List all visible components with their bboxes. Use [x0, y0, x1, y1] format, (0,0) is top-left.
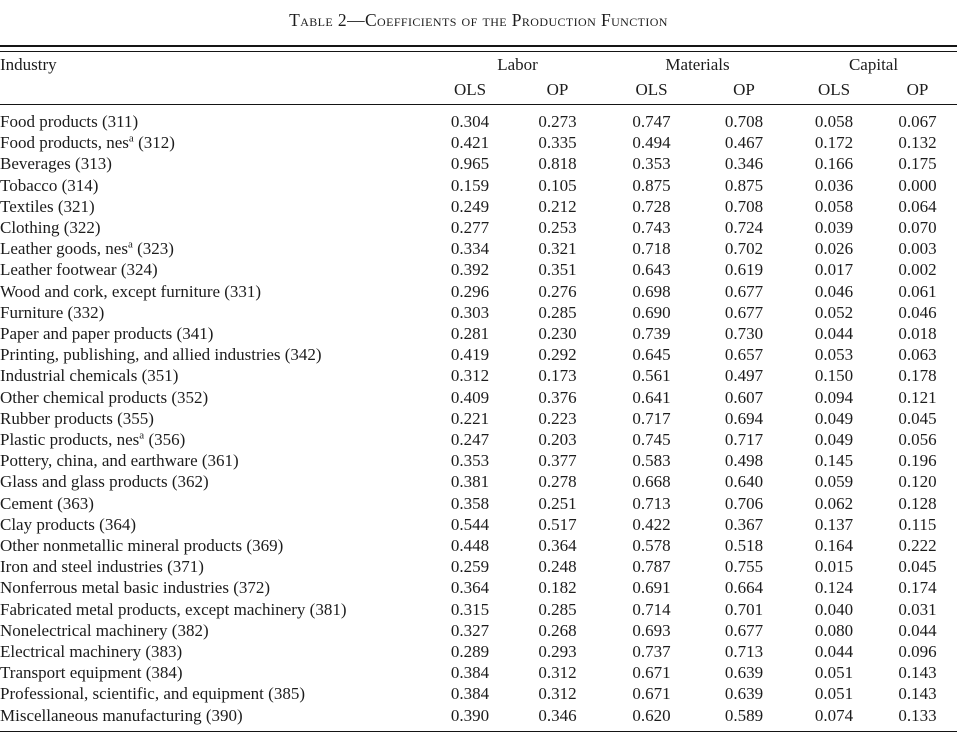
value-cell: 0.285 [538, 599, 577, 619]
value-cell: 0.277 [450, 218, 490, 238]
industry-cell: Cement (363) [0, 493, 94, 513]
value-cell: 0.173 [538, 366, 577, 386]
value-cell: 0.694 [724, 408, 764, 428]
table-row [0, 259, 957, 280]
value-cell: 0.693 [632, 620, 671, 640]
value-cell: 0.708 [724, 196, 764, 216]
table-row [0, 535, 957, 556]
value-cell: 0.701 [724, 599, 764, 619]
industry-cell: Nonferrous metal basic industries (372) [0, 578, 271, 598]
industry-cell: Nonelectrical machinery (382) [0, 620, 209, 640]
value-cell: 0.448 [450, 536, 490, 556]
value-cell: 0.039 [814, 218, 854, 238]
value-cell: 0.133 [898, 705, 937, 725]
value-cell: 0.248 [538, 557, 577, 577]
value-cell: 0.384 [450, 684, 490, 704]
industry-cell: Leather footwear (324) [0, 260, 158, 280]
value-cell: 0.253 [538, 218, 577, 238]
value-cell: 0.002 [898, 260, 937, 280]
value-cell: 0.182 [538, 578, 577, 598]
value-cell: 0.312 [450, 366, 490, 386]
value-cell: 0.285 [538, 302, 577, 322]
group-header-row [0, 52, 957, 78]
value-cell: 0.067 [898, 112, 937, 131]
value-cell: 0.497 [724, 366, 764, 386]
value-cell: 0.965 [450, 154, 490, 174]
value-cell: 0.498 [724, 451, 764, 471]
sub-header-row [0, 78, 957, 105]
value-cell: 0.143 [898, 684, 937, 704]
value-cell: 0.706 [724, 493, 764, 513]
value-cell: 0.026 [814, 239, 854, 259]
table-row [0, 344, 957, 365]
value-cell: 0.061 [898, 281, 937, 301]
table-row [0, 556, 957, 577]
value-cell: 0.376 [538, 387, 577, 407]
value-cell: 0.708 [724, 112, 764, 131]
value-cell: 0.292 [538, 345, 577, 365]
table-row [0, 196, 957, 217]
value-cell: 0.132 [898, 133, 937, 153]
value-cell: 0.747 [632, 112, 671, 131]
empty-header-cell [0, 78, 430, 105]
value-cell: 0.755 [724, 557, 764, 577]
table-row [0, 323, 957, 344]
value-cell: 0.335 [538, 133, 577, 153]
value-cell: 0.494 [632, 133, 671, 153]
value-cell: 0.321 [538, 239, 577, 259]
labor-op-header: OP [510, 78, 605, 105]
value-cell: 0.128 [898, 493, 937, 513]
value-cell: 0.544 [450, 514, 490, 534]
labor-ols-header: OLS [430, 78, 510, 105]
value-cell: 0.044 [814, 642, 854, 662]
value-cell: 0.080 [814, 620, 854, 640]
table-row [0, 662, 957, 683]
industry-cell: Clay products (364) [0, 514, 136, 534]
value-cell: 0.278 [538, 472, 577, 492]
value-cell: 0.364 [538, 536, 577, 556]
value-cell: 0.875 [632, 175, 671, 195]
value-cell: 0.058 [814, 112, 854, 131]
value-cell: 0.668 [632, 472, 671, 492]
value-cell: 0.327 [450, 620, 490, 640]
industry-cell: Industrial chemicals (351) [0, 366, 179, 386]
value-cell: 0.677 [724, 302, 764, 322]
value-cell: 0.289 [450, 642, 490, 662]
value-cell: 0.739 [632, 324, 671, 344]
value-cell: 0.743 [632, 218, 671, 238]
value-cell: 0.381 [450, 472, 490, 492]
value-cell: 0.230 [538, 324, 577, 344]
value-cell: 0.641 [632, 387, 671, 407]
value-cell: 0.691 [632, 578, 671, 598]
value-cell: 0.583 [632, 451, 671, 471]
industry-cell: Furniture (332) [0, 302, 105, 322]
value-cell: 0.212 [538, 196, 577, 216]
footnote-marker: a [127, 238, 133, 251]
table-row [0, 175, 957, 196]
value-cell: 0.259 [450, 557, 490, 577]
table-header [0, 52, 957, 105]
value-cell: 0.031 [898, 599, 937, 619]
value-cell: 0.049 [814, 430, 854, 450]
value-cell: 0.049 [814, 408, 854, 428]
value-cell: 0.303 [450, 302, 490, 322]
value-cell: 0.607 [724, 387, 764, 407]
industry-cell: Fabricated metal products, except machinery (381) [0, 599, 347, 619]
value-cell: 0.053 [814, 345, 854, 365]
value-cell: 0.094 [814, 387, 854, 407]
value-cell: 0.046 [898, 302, 937, 322]
value-cell: 0.717 [724, 430, 764, 450]
value-cell: 0.353 [450, 451, 490, 471]
value-cell: 0.145 [814, 451, 854, 471]
value-cell: 0.409 [450, 387, 490, 407]
materials-group-header: Materials [665, 55, 730, 74]
value-cell: 0.036 [814, 175, 854, 195]
value-cell: 0.561 [632, 366, 671, 386]
value-cell: 0.346 [724, 154, 764, 174]
value-cell: 0.293 [538, 642, 577, 662]
value-cell: 0.150 [814, 366, 854, 386]
footnote-marker: a [128, 132, 134, 145]
table-row [0, 577, 957, 598]
value-cell: 0.384 [450, 663, 490, 683]
value-cell: 0.346 [538, 705, 577, 725]
labor-group-header: Labor [497, 55, 538, 74]
value-cell: 0.281 [450, 324, 490, 344]
value-cell: 0.351 [538, 260, 577, 280]
value-cell: 0.056 [898, 430, 937, 450]
value-cell: 0.045 [898, 557, 937, 577]
table-row [0, 153, 957, 174]
value-cell: 0.702 [724, 239, 764, 259]
value-cell: 0.518 [724, 536, 764, 556]
value-cell: 0.312 [538, 663, 577, 683]
value-cell: 0.713 [724, 642, 764, 662]
table-row [0, 493, 957, 514]
value-cell: 0.045 [898, 408, 937, 428]
footnote-marker: a [139, 429, 145, 442]
value-cell: 0.728 [632, 196, 671, 216]
table-row [0, 281, 957, 302]
value-cell: 0.364 [450, 578, 490, 598]
capital-ols-header: OLS [790, 78, 878, 105]
value-cell: 0.671 [632, 684, 671, 704]
table-row [0, 620, 957, 641]
value-cell: 0.304 [450, 112, 490, 131]
value-cell: 0.671 [632, 663, 671, 683]
value-cell: 0.421 [450, 133, 490, 153]
value-cell: 0.175 [898, 154, 937, 174]
value-cell: 0.159 [450, 175, 490, 195]
table-row [0, 641, 957, 662]
value-cell: 0.120 [898, 472, 937, 492]
value-cell: 0.367 [724, 514, 764, 534]
table-row [0, 599, 957, 620]
value-cell: 0.040 [814, 599, 854, 619]
value-cell: 0.018 [898, 324, 937, 344]
value-cell: 0.315 [450, 599, 490, 619]
table-row [0, 105, 957, 133]
value-cell: 0.639 [724, 684, 764, 704]
top-double-rule [0, 45, 957, 52]
value-cell: 0.620 [632, 705, 671, 725]
industry-cell: Pottery, china, and earthware (361) [0, 451, 239, 471]
value-cell: 0.353 [632, 154, 671, 174]
industry-cell: Electrical machinery (383) [0, 642, 183, 662]
paper-table [0, 10, 957, 736]
table-row [0, 238, 957, 259]
value-cell: 0.358 [450, 493, 490, 513]
industry-cell: Leather goods, nes$^a$ (323) [0, 238, 174, 259]
value-cell: 0.044 [814, 324, 854, 344]
value-cell: 0.063 [898, 345, 937, 365]
industry-cell: Food products (311) [0, 112, 139, 131]
value-cell: 0.640 [724, 472, 764, 492]
value-cell: 0.137 [814, 514, 854, 534]
value-cell: 0.268 [538, 620, 577, 640]
value-cell: 0.164 [814, 536, 854, 556]
table-row [0, 302, 957, 323]
table-row [0, 471, 957, 492]
value-cell: 0.070 [898, 218, 937, 238]
value-cell: 0.059 [814, 472, 854, 492]
value-cell: 0.052 [814, 302, 854, 322]
value-cell: 0.724 [724, 218, 764, 238]
value-cell: 0.745 [632, 430, 671, 450]
value-cell: 0.003 [898, 239, 937, 259]
value-cell: 0.223 [538, 408, 577, 428]
value-cell: 0.273 [538, 112, 577, 131]
value-cell: 0.377 [538, 451, 577, 471]
table-title: Table 2—Coefficients of the Production Function [289, 10, 668, 30]
value-cell: 0.698 [632, 281, 671, 301]
value-cell: 0.221 [450, 408, 490, 428]
materials-ols-header: OLS [605, 78, 698, 105]
value-cell: 0.467 [724, 133, 764, 153]
value-cell: 0.578 [632, 536, 671, 556]
capital-group-header: Capital [848, 55, 899, 74]
bottom-double-rule [0, 731, 957, 736]
value-cell: 0.203 [538, 430, 577, 450]
value-cell: 0.105 [538, 175, 577, 195]
industry-cell: Food products, nes$^a$ (312) [0, 132, 175, 153]
value-cell: 0.174 [898, 578, 937, 598]
industry-cell: Plastic products, nes$^a$ (356) [0, 429, 186, 450]
table-row [0, 429, 957, 450]
materials-op-header: OP [698, 78, 790, 105]
value-cell: 0.166 [814, 154, 854, 174]
value-cell: 0.589 [724, 705, 764, 725]
table-row [0, 387, 957, 408]
value-cell: 0.390 [450, 705, 490, 725]
value-cell: 0.172 [814, 133, 854, 153]
industry-cell: Professional, scientific, and equipment (385) [0, 684, 305, 704]
industry-cell: Clothing (322) [0, 218, 101, 238]
industry-column-header: Industry [0, 55, 57, 74]
capital-op-header: OP [878, 78, 957, 105]
industry-cell: Wood and cork, except furniture (331) [0, 281, 262, 301]
table-body [0, 105, 957, 726]
table-row [0, 514, 957, 535]
table-row [0, 705, 957, 726]
industry-cell: Miscellaneous manufacturing (390) [0, 705, 243, 725]
value-cell: 0.247 [450, 430, 490, 450]
industry-cell: Beverages (313) [0, 154, 112, 174]
table-row [0, 683, 957, 704]
value-cell: 0.046 [814, 281, 854, 301]
industry-cell: Other chemical products (352) [0, 387, 209, 407]
value-cell: 0.787 [632, 557, 671, 577]
table-row [0, 132, 957, 153]
industry-cell: Glass and glass products (362) [0, 472, 209, 492]
value-cell: 0.419 [450, 345, 490, 365]
value-cell: 0.619 [724, 260, 764, 280]
value-cell: 0.422 [632, 514, 671, 534]
value-cell: 0.875 [724, 175, 764, 195]
value-cell: 0.121 [898, 387, 937, 407]
industry-cell: Iron and steel industries (371) [0, 557, 204, 577]
value-cell: 0.276 [538, 281, 577, 301]
value-cell: 0.124 [814, 578, 854, 598]
value-cell: 0.717 [632, 408, 671, 428]
value-cell: 0.714 [632, 599, 671, 619]
value-cell: 0.115 [898, 514, 937, 534]
value-cell: 0.044 [898, 620, 937, 640]
value-cell: 0.818 [538, 154, 577, 174]
value-cell: 0.196 [898, 451, 937, 471]
value-cell: 0.222 [898, 536, 937, 556]
industry-cell: Textiles (321) [0, 196, 95, 216]
value-cell: 0.657 [724, 345, 764, 365]
value-cell: 0.096 [898, 642, 937, 662]
table-row [0, 217, 957, 238]
value-cell: 0.713 [632, 493, 671, 513]
value-cell: 0.730 [724, 324, 764, 344]
coefficients-table [0, 52, 957, 726]
industry-cell: Paper and paper products (341) [0, 324, 214, 344]
value-cell: 0.296 [450, 281, 490, 301]
value-cell: 0.051 [814, 684, 854, 704]
value-cell: 0.643 [632, 260, 671, 280]
value-cell: 0.334 [450, 239, 490, 259]
value-cell: 0.064 [898, 196, 937, 216]
value-cell: 0.058 [814, 196, 854, 216]
value-cell: 0.645 [632, 345, 671, 365]
value-cell: 0.051 [814, 663, 854, 683]
value-cell: 0.249 [450, 196, 490, 216]
value-cell: 0.143 [898, 663, 937, 683]
value-cell: 0.251 [538, 493, 577, 513]
value-cell: 0.664 [724, 578, 764, 598]
industry-cell: Transport equipment (384) [0, 663, 183, 683]
value-cell: 0.062 [814, 493, 854, 513]
value-cell: 0.178 [898, 366, 937, 386]
industry-cell: Rubber products (355) [0, 408, 154, 428]
value-cell: 0.015 [814, 557, 854, 577]
table-row [0, 408, 957, 429]
value-cell: 0.074 [814, 705, 854, 725]
value-cell: 0.312 [538, 684, 577, 704]
value-cell: 0.017 [814, 260, 854, 280]
value-cell: 0.677 [724, 620, 764, 640]
value-cell: 0.517 [538, 514, 577, 534]
value-cell: 0.690 [632, 302, 671, 322]
industry-cell: Tobacco (314) [0, 175, 99, 195]
value-cell: 0.737 [632, 642, 671, 662]
value-cell: 0.000 [898, 175, 937, 195]
industry-cell: Other nonmetallic mineral products (369) [0, 536, 284, 556]
value-cell: 0.392 [450, 260, 490, 280]
value-cell: 0.718 [632, 239, 671, 259]
value-cell: 0.639 [724, 663, 764, 683]
industry-cell: Printing, publishing, and allied industries (342) [0, 345, 322, 365]
table-row [0, 450, 957, 471]
value-cell: 0.677 [724, 281, 764, 301]
table-row [0, 365, 957, 386]
